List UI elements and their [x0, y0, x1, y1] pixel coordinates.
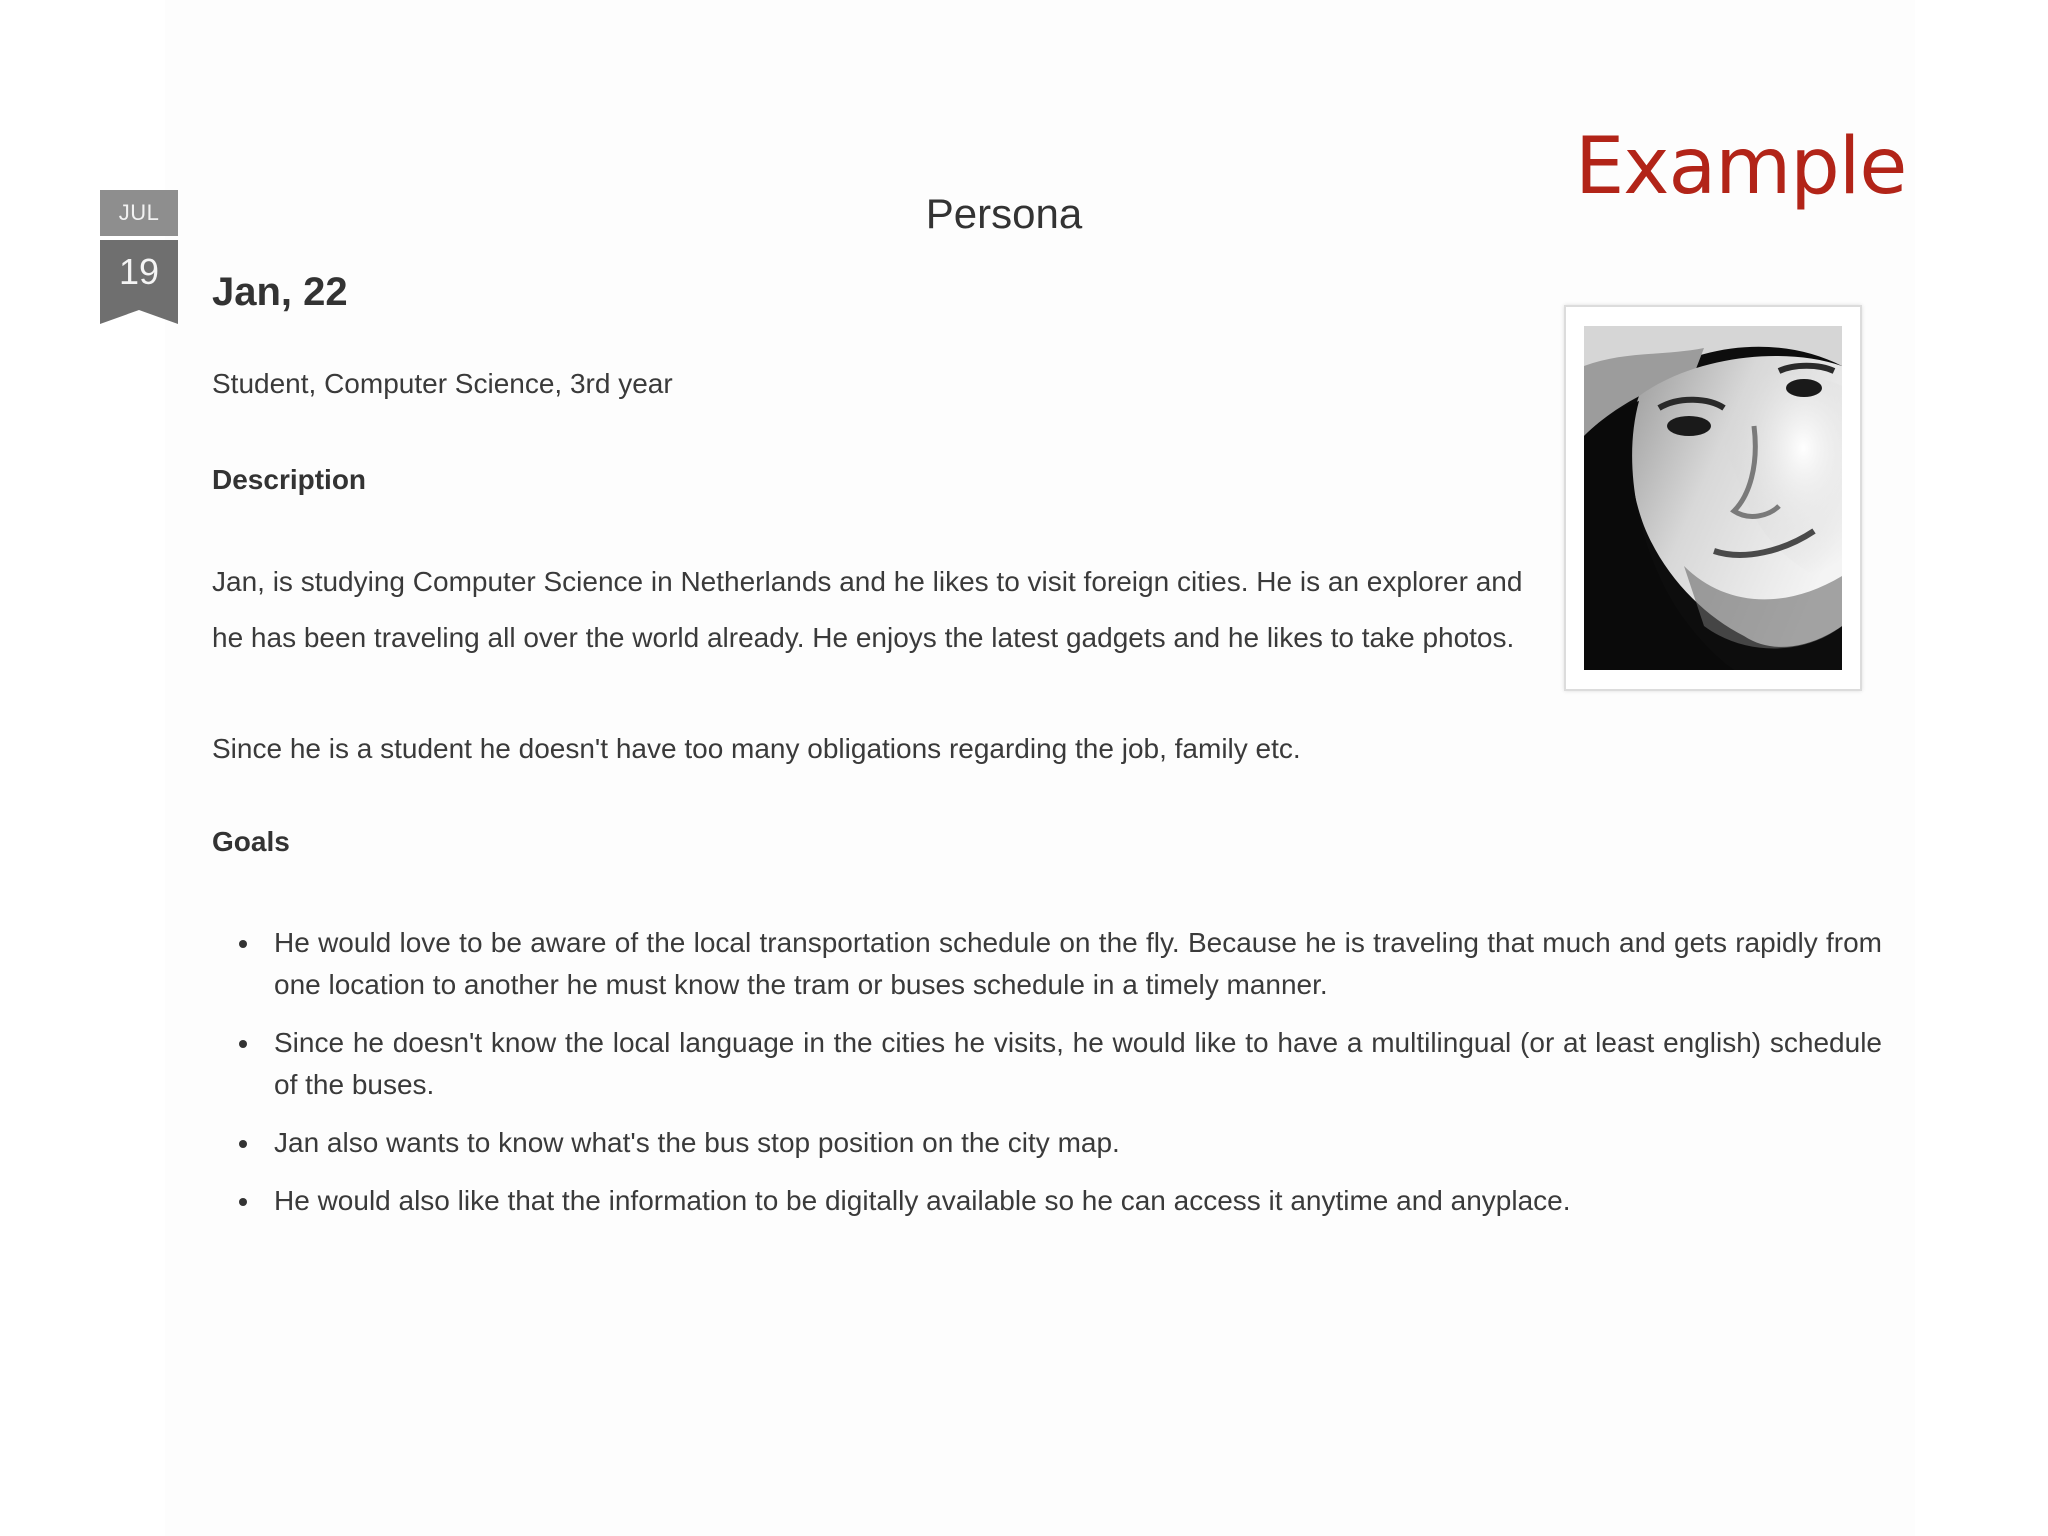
bullet-icon: [239, 1040, 247, 1048]
slide-label: Example: [1575, 122, 1907, 212]
persona-role: Student, Computer Science, 3rd year: [212, 368, 673, 399]
goal-text: He would love to be aware of the local transportation schedule on the fly. Because he is traveling that much and gets rapidly from one location to another he must know the tram or buses schedule in a timely manner.: [274, 927, 1882, 1000]
persona-name: Jan, 22: [212, 270, 348, 314]
list-item: [212, 1022, 1882, 1106]
list-item: [212, 922, 1882, 1006]
bullet-icon: [239, 1140, 247, 1148]
description-text-2: Since he is a student he doesn't have too many obligations regarding the job, family etc.: [212, 733, 1301, 764]
date-day: 19: [118, 251, 160, 292]
goals-list: [212, 922, 1882, 1238]
persona-photo-frame: [1564, 305, 1862, 691]
document-heading: Persona: [925, 190, 1083, 237]
goals-heading: Goals: [212, 826, 290, 857]
date-month: JUL: [100, 190, 178, 236]
date-day-ribbon: [100, 240, 178, 324]
list-item: [212, 1180, 1882, 1222]
goal-text: Since he doesn't know the local language in the cities he visits, he would like to have a multilingual (or at least english) schedule of the buses.: [274, 1027, 1882, 1100]
portrait-photo-icon: [1584, 326, 1842, 670]
goal-text: He would also like that the information to be digitally available so he can access it anytime and anyplace.: [274, 1185, 1571, 1216]
bullet-icon: [239, 1198, 247, 1206]
description-text: Jan, is studying Computer Science in Netherlands and he likes to visit foreign cities. He is an explorer and he has been traveling all over the world already. He enjoys the latest gadgets and he likes to take photos.: [212, 566, 1523, 653]
bullet-icon: [239, 940, 247, 948]
goal-text: Jan also wants to know what's the bus stop position on the city map.: [274, 1127, 1120, 1158]
list-item: [212, 1122, 1882, 1164]
description-heading: Description: [212, 464, 367, 495]
